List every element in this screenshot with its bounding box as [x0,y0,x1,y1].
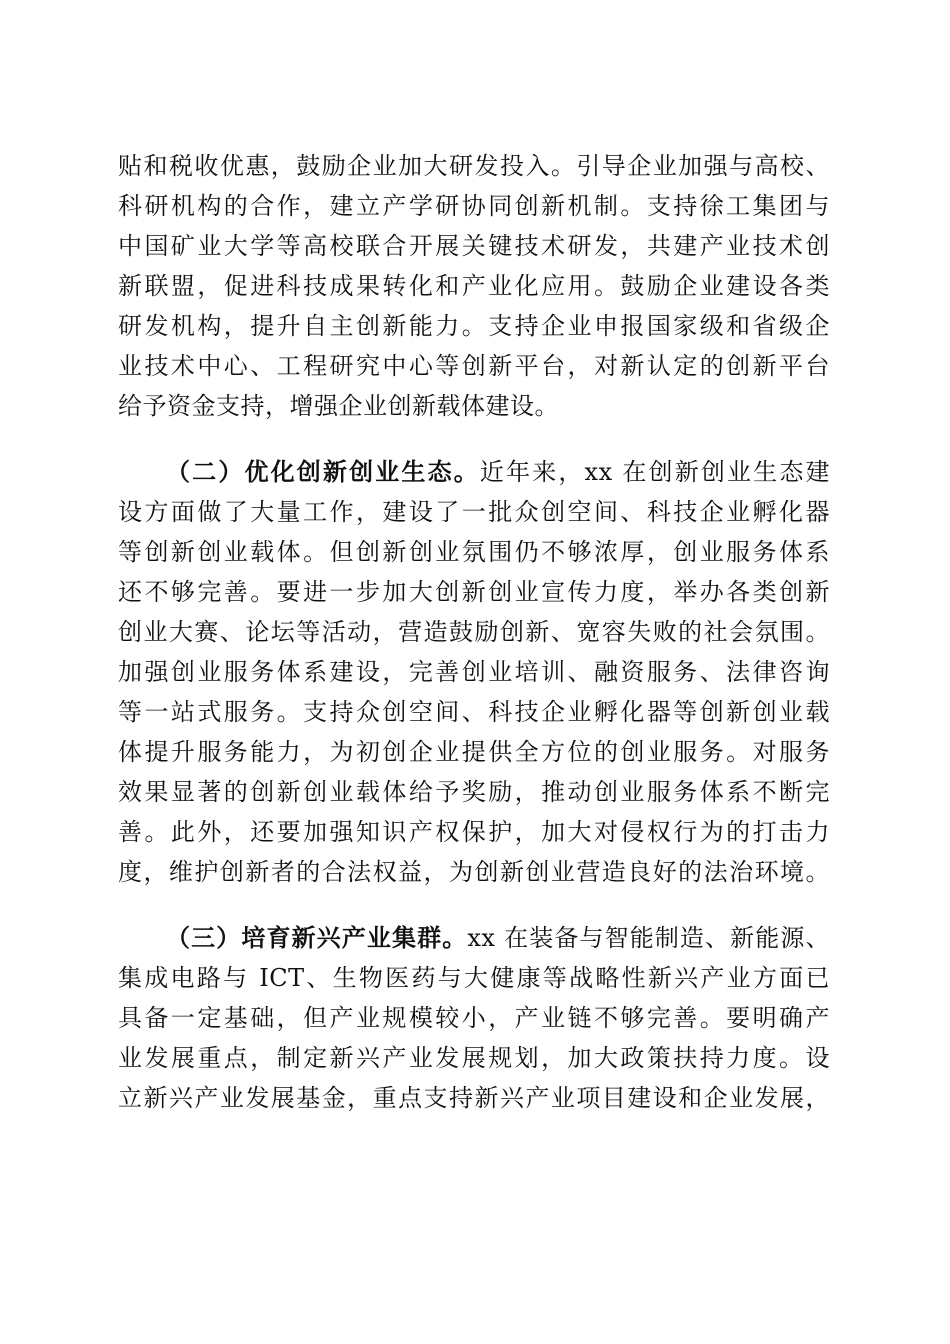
paragraph-line: 贴和税收优惠，鼓励企业加大研发投入。引导企业加强与高校、 [118,152,830,180]
paragraph-line: 体提升服务能力，为初创企业提供全方位的创业服务。对服务 [118,738,830,766]
paragraph-line: 加强创业服务体系建设，完善创业培训、融资服务、法律咨询 [118,658,830,686]
paragraph-line: 新联盟，促进科技成果转化和产业化应用。鼓励企业建设各类 [118,272,830,300]
paragraph-line: 度，维护创新者的合法权益，为创新创业营造良好的法治环境。 [118,858,830,886]
paragraph-line: 研发机构，提升自主创新能力。支持企业申报国家级和省级企 [118,312,830,340]
paragraph-text: 近年来，xx 在创新创业生态建 [479,458,831,486]
paragraph-text: xx 在装备与智能制造、新能源、 [467,924,830,952]
paragraph-line: 立新兴产业发展基金，重点支持新兴产业项目建设和企业发展， [118,1084,830,1112]
section-heading: （二）优化创新创业生态。 [166,457,480,486]
paragraph-line: 效果显著的创新创业载体给予奖励，推动创业服务体系不断完 [118,778,830,806]
paragraph-line: 业技术中心、工程研究中心等创新平台，对新认定的创新平台 [118,352,830,380]
paragraph-line: 等创新创业载体。但创新创业氛围仍不够浓厚，创业服务体系 [118,538,830,566]
paragraph-line: 集成电路与 ICT、生物医药与大健康等战略性新兴产业方面已 [118,964,830,992]
paragraph-line: 具备一定基础，但产业规模较小，产业链不够完善。要明确产 [118,1004,830,1032]
paragraph-line: 等一站式服务。支持众创空间、科技企业孵化器等创新创业载 [118,698,830,726]
paragraph-line: 中国矿业大学等高校联合开展关键技术研发，共建产业技术创 [118,232,830,260]
paragraph-first-line [118,452,830,492]
paragraph-line: 科研机构的合作，建立产学研协同创新机制。支持徐工集团与 [118,192,830,220]
paragraph-line: 还不够完善。要进一步加大创新创业宣传力度，举办各类创新 [118,578,830,606]
paragraph-line: 设方面做了大量工作，建设了一批众创空间、科技企业孵化器 [118,498,830,526]
paragraph-first-line [118,918,830,958]
paragraph-line: 创业大赛、论坛等活动，营造鼓励创新、宽容失败的社会氛围。 [118,618,830,646]
paragraph-line: 业发展重点，制定新兴产业发展规划，加大政策扶持力度。设 [118,1044,830,1072]
paragraph-line: 善。此外，还要加强知识产权保护，加大对侵权行为的打击力 [118,818,830,846]
paragraph-line: 给予资金支持，增强企业创新载体建设。 [118,392,559,420]
section-heading: （三）培育新兴产业集群。 [166,923,468,952]
